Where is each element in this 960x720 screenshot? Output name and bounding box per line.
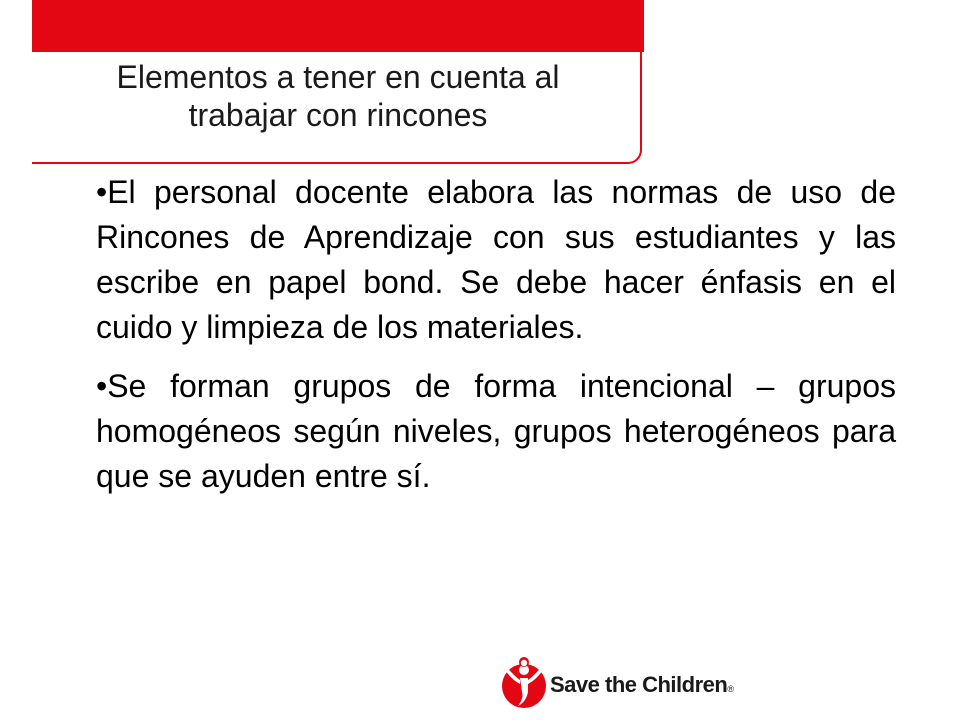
slide-body [96,170,896,513]
logo-wordmark: Save the Children [550,672,728,697]
slide-title-line2: trabajar con rincones [188,97,488,133]
title-red-band [32,0,644,52]
slide-title [32,58,644,134]
slide-title-line1: Elementos a tener en cuenta al [116,59,560,95]
registered-mark: ® [727,684,734,694]
title-block [32,0,644,166]
child-figure-icon [500,656,548,712]
bullet-item: •El personal docente elabora las normas de uso de Rincones de Aprendizaje con sus estudiantes y las escribe en papel bond. Se debe hacer énfasis en el cuido y limpieza de los materiales. [96,174,896,345]
logo-text [550,672,733,698]
save-the-children-logo [500,656,740,712]
bullet-item: •Se forman grupos de forma intencional – grupos homogéneos según niveles, grupos heterogéneos para que se ayuden entre sí. [96,368,896,494]
